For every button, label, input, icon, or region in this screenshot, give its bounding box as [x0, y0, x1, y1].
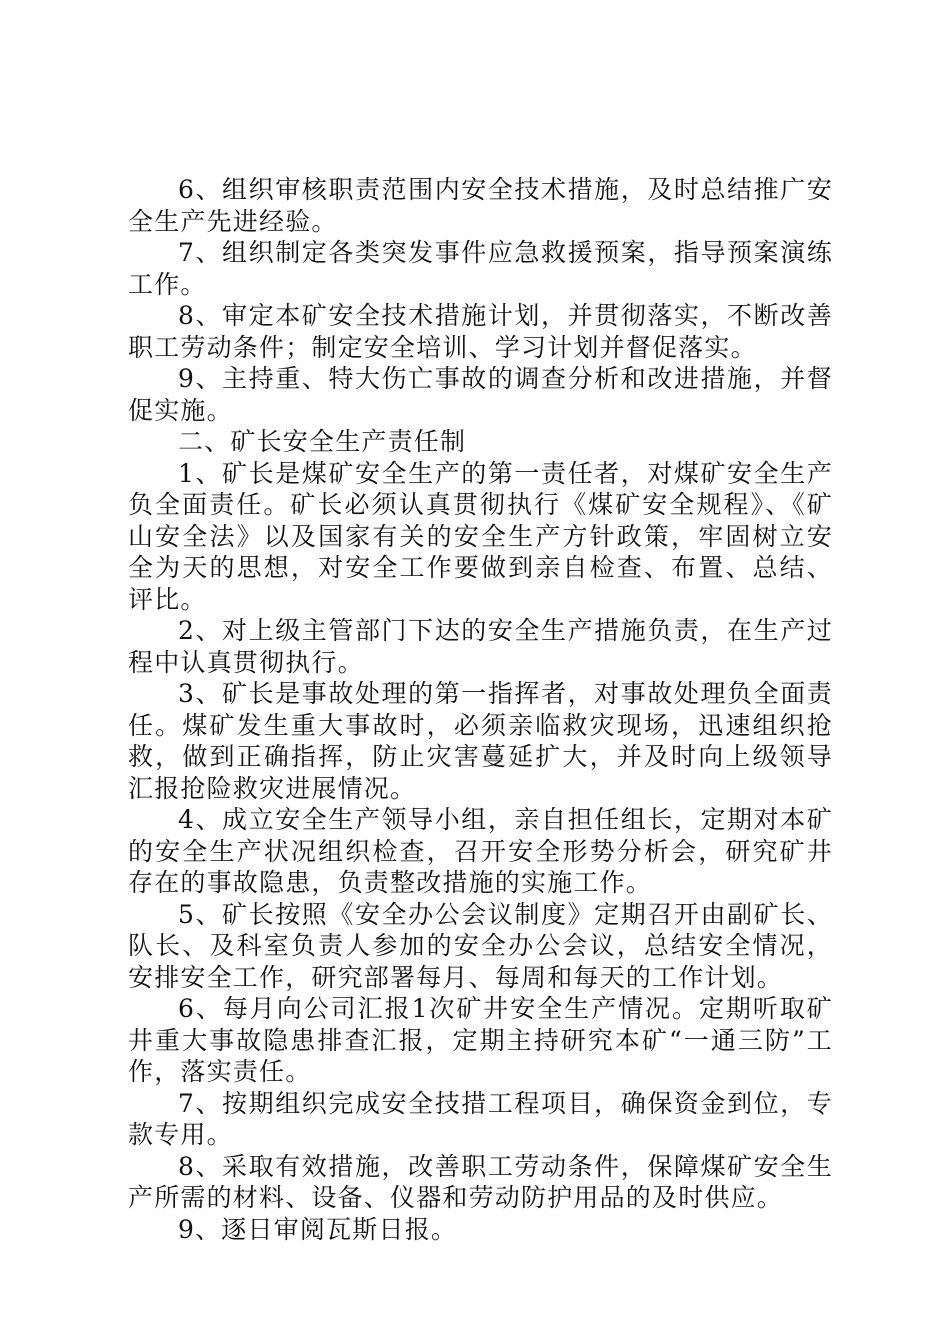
- paragraph-item-6: 6、每月向公司汇报1次矿井安全生产情况。定期听取矿井重大事故隐患排查汇报，定期主持研究本矿“一通三防”工作，落实责任。: [128, 994, 833, 1086]
- paragraph-item-8-safety-plan: 8、审定本矿安全技术措施计划，并贯彻落实，不断改善职工劳动条件；制定安全培训、学习计划并督促落实。: [128, 301, 833, 362]
- paragraph-item-4: 4、成立安全生产领导小组，亲自担任组长，定期对本矿的安全生产状况组织检查，召开安全形势分析会，研究矿井存在的事故隐患，负责整改措施的实施工作。: [128, 805, 833, 897]
- paragraph-item-5: 5、矿长按照《安全办公会议制度》定期召开由副矿长、队长、及科室负责人参加的安全办公会议，总结安全情况，安排安全工作，研究部署每月、每周和每天的工作计划。: [128, 899, 833, 992]
- paragraph-item-7: 7、按期组织完成安全技措工程项目，确保资金到位，专款专用。: [128, 1088, 833, 1149]
- paragraph-item-6-review-measures: 6、组织审核职责范围内安全技术措施，及时总结推广安全生产先进经验。: [128, 175, 833, 236]
- paragraph-item-9: 9、逐日审阅瓦斯日报。: [178, 1214, 458, 1244]
- paragraph-item-9-accident-investigation: 9、主持重、特大伤亡事故的调查分析和改进措施，并督促实施。: [128, 364, 833, 425]
- document-body: [128, 174, 833, 1245]
- paragraph-item-8: 8、采取有效措施，改善职工劳动条件，保障煤矿安全生产所需的材料、设备、仪器和劳动防护用品的及时供应。: [128, 1151, 833, 1212]
- paragraph-item-2: 2、对上级主管部门下达的安全生产措施负责，在生产过程中认真贯彻执行。: [128, 616, 833, 677]
- paragraph-item-7-emergency-plans: 7、组织制定各类突发事件应急救援预案，指导预案演练工作。: [128, 238, 833, 299]
- paragraph-item-3: 3、矿长是事故处理的第一指挥者，对事故处理负全面责任。煤矿发生重大事故时，必须亲临救灾现场，迅速组织抢救，做到正确指挥，防止灾害蔓延扩大，并及时向上级领导汇报抢险救灾进展情况。: [128, 679, 833, 803]
- paragraph-item-1: 1、矿长是煤矿安全生产的第一责任者，对煤矿安全生产负全面责任。矿长必须认真贯彻执行《煤矿安全规程》、《矿山安全法》以及国家有关的安全生产方针政策，牢固树立安全为天的思想，对安全工作要做到亲自检查、布置、总结、评比。: [128, 458, 833, 614]
- section-heading: 二、矿长安全生产责任制: [178, 427, 467, 456]
